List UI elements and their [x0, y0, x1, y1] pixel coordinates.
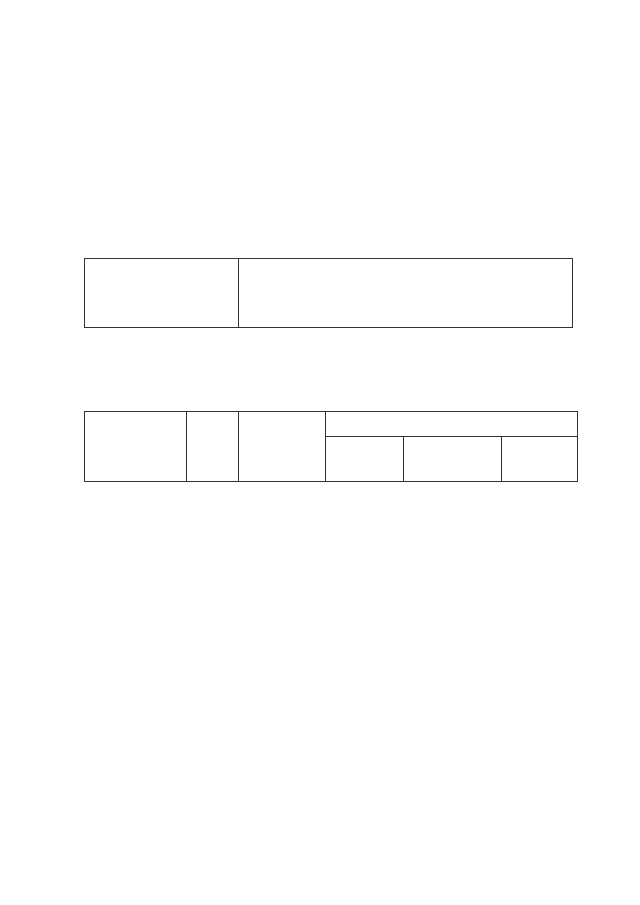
total-header: [238, 412, 326, 482]
table-header-row: [85, 412, 578, 437]
republic-header: [404, 437, 502, 482]
sources-header: [326, 412, 578, 437]
stages-value-cell: [239, 259, 573, 328]
federal-header: [326, 437, 404, 482]
local-header: [502, 437, 578, 482]
budget-table: [84, 411, 578, 482]
table-row: [85, 259, 573, 328]
budget-label-cell: [85, 412, 187, 482]
stages-label-cell: [85, 259, 239, 328]
stages-table: [84, 258, 573, 328]
years-header: [186, 412, 238, 482]
